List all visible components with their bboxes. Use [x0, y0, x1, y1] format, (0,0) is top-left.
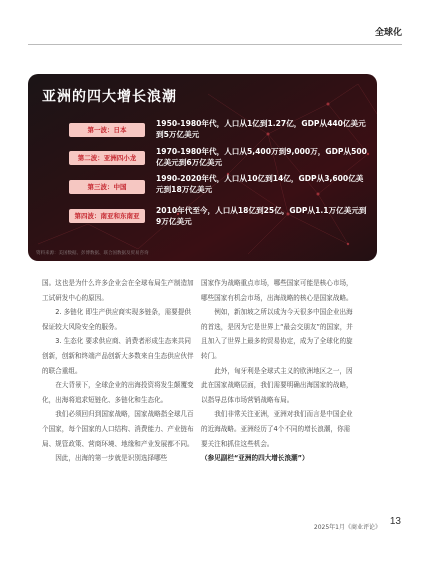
infographic-source: 资料来源：美国数据、彭博数据、联合国数据及贸易咨询 [36, 251, 149, 256]
paragraph: 我们非常关注亚洲，亚洲对我们而言是中国企业的近海战略。亚洲经历了4个不同的增长浪潮，你需要关注和抓住这些机会。 [201, 410, 353, 448]
article-column-left [42, 276, 194, 466]
paragraph: 此外，匈牙利是全球式主义的欧洲地区之一，因此在国家战略层面，我们需要明确出海国家的战略，以指导总体市场营销战略布局。 [201, 366, 353, 404]
paragraph: 2. 多链化 即生产供应商实现多链条，需要提供保证较大风险安全的服务。 [42, 308, 191, 331]
issue-date: 2025年1月《商业评论》 [313, 524, 381, 531]
paragraph: 在大背景下，全球企业的出海投资将发生颠覆变化，出海将追求短链化、多链化和生态化。 [42, 381, 194, 404]
sidebar-reference: （参见副栏“亚洲的四大增长浪潮”） [201, 454, 309, 463]
wave-desc-1: 1950-1980年代，人口从1亿到1.27亿，GDP从440亿美元到5万亿美元 [156, 119, 366, 139]
page-header [0, 0, 427, 50]
paragraph: 国。这也是为什么许多企业会在全球布局生产制造加工试研发中心的原因。 [42, 279, 194, 302]
wave-desc-3: 1990-2020年代，人口从10亿到14亿，GDP从3,600亿美元到18万亿美元 [156, 174, 364, 194]
wave-desc-2: 1970-1980年代，人口从5,400万到9,000万，GDP从500亿美元到6万亿美元 [156, 147, 367, 167]
paragraph: 我们必须回归到国家战略，国家战略指全球几百个国家，每个国家的人口结构、消费能力、产业链布局、规管政策、营商环境、地缘和产业发展都不同。 [42, 410, 194, 448]
wave-desc-4: 2010年代至今，人口从18亿到25亿，GDP从1.1万亿美元到9万亿美元 [156, 206, 367, 226]
header-divider [28, 44, 402, 45]
wave-tag-2: 第二波：亚洲四小龙 [69, 151, 145, 165]
wave-tag-1: 第一波：日本 [69, 123, 145, 137]
paragraph: 例如，新加坡之所以成为今天很多中国企业出海的首选，是因为它是世界上“最会交朋友”的国家，并且加入了世界上最多的贸易协定，成为了全球化的旋转门。 [201, 308, 353, 360]
paragraph: 国家作为战略重点市场，哪些国家可能是核心市场，哪些国家有机会市场，出海战略的核心是国家战略。 [201, 279, 353, 302]
wave-tag-3: 第三波：中国 [69, 180, 145, 194]
paragraph: 3. 生态化 要求供应商、消费者形成生态来共同创新，创新和终端产品创新大多数来自生态供应伙伴的联合重组。 [42, 337, 194, 375]
infographic-title: 亚洲的四大增长浪潮 [42, 89, 177, 105]
page-number: 13 [389, 516, 401, 527]
wave-tag-4: 第四波：南亚和东南亚 [69, 209, 145, 223]
section-label: 全球化 [374, 28, 402, 38]
article-column-right [201, 276, 356, 466]
paragraph: 因此，出海的第一步就是识别选择哪些 [55, 454, 168, 463]
